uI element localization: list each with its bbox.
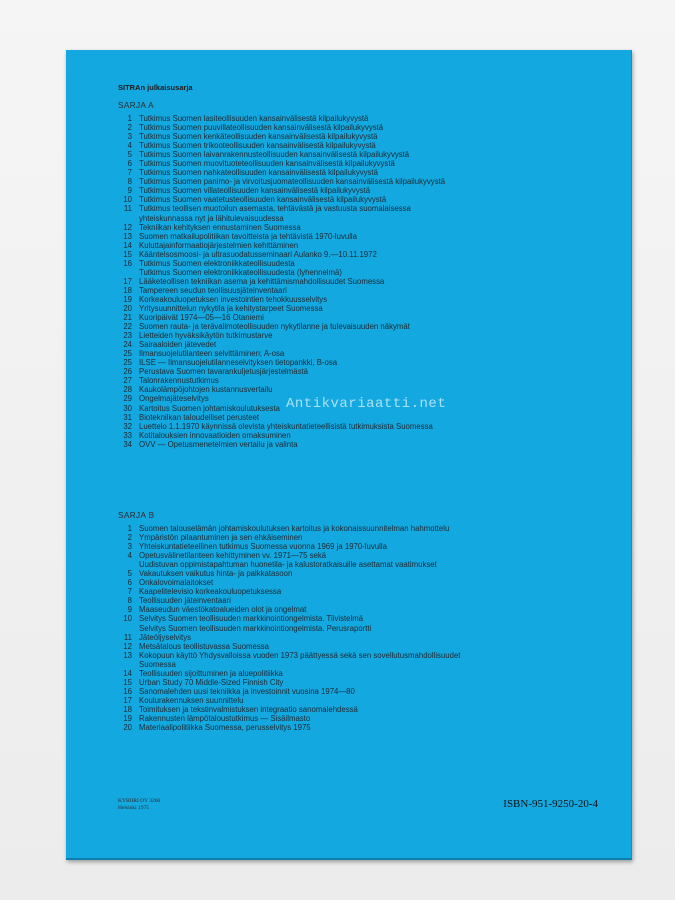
list-item xyxy=(118,159,618,168)
list-item xyxy=(118,204,618,213)
list-item xyxy=(118,705,618,714)
item-number: 20 xyxy=(123,303,132,313)
list-item xyxy=(118,651,618,660)
item-title: Uudistuvan oppimistapahtuman huonetila- ja kalustoratkaisuille asettamat vaatimukset xyxy=(139,560,437,570)
list-item xyxy=(118,605,618,614)
list-item xyxy=(118,422,618,431)
item-number: 3 xyxy=(127,132,132,142)
item-title: Tutkimus Suomen puuvillateollisuuden kansainvälisestä kilpailukyvystä xyxy=(139,123,384,133)
item-number: 18 xyxy=(123,704,132,714)
item-number: 13 xyxy=(123,231,132,241)
item-number: 2 xyxy=(127,533,132,543)
item-title: Onkalovoimalaitokset xyxy=(139,578,214,588)
item-title: Tutkimus Suomen vaatetusteollisuuden kansainvälisestä kilpailukyvystä xyxy=(139,195,387,205)
item-title: Lääketeollisen tekniikan asema ja kehittämismahdollisuudet Suomessa xyxy=(139,276,385,286)
print-place-year: Helsinki 1975 xyxy=(118,804,150,811)
item-title: Ilmansuojelutilanteen selvittäminen; A-osa xyxy=(139,349,285,359)
list-item xyxy=(118,232,618,241)
item-number: 21 xyxy=(123,313,132,323)
item-number: 10 xyxy=(123,614,132,624)
item-number: 19 xyxy=(123,294,132,304)
item-number: 7 xyxy=(127,587,132,597)
item-number: 1 xyxy=(127,524,132,533)
item-title: ILSE — Ilmansuojelutilanneselvityksen tietopankki, B-osa xyxy=(139,358,338,368)
list-item xyxy=(118,150,618,159)
item-number: 32 xyxy=(123,421,132,431)
series-b-list xyxy=(118,524,618,732)
item-title: Kaapelitelevisio korkeakouluopetuksessa xyxy=(139,587,282,597)
item-number: 26 xyxy=(123,367,132,377)
item-number: 24 xyxy=(123,340,132,350)
item-title: Metsätalous teollistuvassa Suomessa xyxy=(139,641,270,651)
item-title: Toimituksen ja tekstinvalmistuksen integraatio sanomalehdessä xyxy=(139,704,358,714)
item-title: Tutkimus Suomen elektroniikkateollisuudesta (lyhennelmä) xyxy=(139,267,342,277)
list-item xyxy=(118,177,618,186)
list-item xyxy=(118,678,618,687)
item-title: Selvitys Suomen teollisuuden markkinointiongelmista. Perusraportti xyxy=(139,623,372,633)
item-number: 28 xyxy=(123,385,132,395)
list-item xyxy=(118,331,618,340)
item-title: OVV — Opetusmenetelmien vertailu ja valinta xyxy=(139,439,298,449)
item-number: 34 xyxy=(123,439,132,449)
item-number: 4 xyxy=(127,551,132,561)
item-number: 30 xyxy=(123,403,132,413)
item-title: Kuluttajainformaatiojärjestelmien kehittäminen xyxy=(139,240,299,250)
item-title: Opetusvälinetilanteen kehittyminen vv. 1971—75 sekä xyxy=(139,551,327,561)
item-title: Teollisuuden sijoittuminen ja aluepolitiikka xyxy=(139,668,283,678)
list-item xyxy=(118,114,618,123)
item-number: 16 xyxy=(123,686,132,696)
item-title: Yhteiskuntatieteellinen tutkimus Suomessa vuonna 1969 ja 1970-luvulla xyxy=(139,542,387,552)
item-title: Ympäristön pilaantuminen ja sen ehkäiseminen xyxy=(139,533,303,543)
list-item xyxy=(118,696,618,705)
list-item xyxy=(118,259,618,268)
list-item xyxy=(118,633,618,642)
printer-name: KYRIIRI OY 3266 xyxy=(118,798,161,804)
list-item xyxy=(118,277,618,286)
list-item xyxy=(118,642,618,651)
list-item xyxy=(118,132,618,141)
item-title: Tutkimus Suomen lasiteollisuuden kansainvälisestä kilpailukyvystä xyxy=(139,114,369,123)
series-b-title: SARJA B xyxy=(118,511,155,520)
list-item xyxy=(118,542,618,551)
item-title: Kokopuun käyttö Yhdysvalloissa vuoden 1973 päättyessä sekä sen sovellutusmahdollisuudet xyxy=(139,650,461,660)
item-number: 8 xyxy=(127,177,132,187)
item-number: 6 xyxy=(127,578,132,588)
item-number: 33 xyxy=(123,430,132,440)
item-title: Talonrakennustutkimus xyxy=(139,376,219,386)
item-title: Tutkimus Suomen elektroniikkateollisuudesta xyxy=(139,258,295,268)
item-title: Sairaaloiden jätevedet xyxy=(139,340,217,350)
item-title: Tutkimus Suomen muovituoteteollisuuden kansainvälisestä kilpailukyvystä xyxy=(139,159,395,169)
item-title: Koulurakennuksen suunnittelu xyxy=(139,695,244,705)
item-title: Tutkimus teollisen muotoilun asemasta, tehtävästä ja vastuusta suomalaisessa xyxy=(139,204,411,214)
item-number: 15 xyxy=(123,677,132,687)
item-title: Kaukolämpöjohtojen kustannusvertailu xyxy=(139,385,273,395)
item-title: Perustava Suomen tavarankuljetusjärjestelmästä xyxy=(139,367,309,377)
item-number: 12 xyxy=(123,641,132,651)
list-item xyxy=(118,569,618,578)
item-number: 3 xyxy=(127,542,132,552)
item-number: 12 xyxy=(123,222,132,232)
item-title: Vakautuksen vaikutus hinta- ja palkkatasoon xyxy=(139,569,293,579)
item-title: Tutkimus Suomen panimo- ja virvoitusjuomateollisuuden kansainvälisestä kilpailukyvystä xyxy=(139,177,446,187)
list-item xyxy=(118,367,618,376)
list-item xyxy=(118,624,618,633)
item-number: 17 xyxy=(123,276,132,286)
item-number: 13 xyxy=(123,650,132,660)
list-item xyxy=(118,660,618,669)
item-title: Suomen rauta- ja terävalimoteollisuuden nykytilanne ja tulevaisuuden näkymät xyxy=(139,322,410,332)
list-item xyxy=(118,714,618,723)
item-number: 25 xyxy=(123,358,132,368)
item-title: Urban Study 70 Middle-Sized Finnish City xyxy=(139,677,284,687)
item-title: Bioteknilkan taloudelliset perusteet xyxy=(139,412,260,422)
item-title: Yritysuunnittelun nykytila ja kehitystarpeet Suomessa xyxy=(139,303,323,313)
list-item xyxy=(118,349,618,358)
item-title: Selvitys Suomen teollisuuden markkinointiongelmista. Tiivistelmä xyxy=(139,614,364,624)
item-number: 25 xyxy=(123,349,132,359)
item-title: yhteiskunnassa nyt ja lähitulevaisuudessa xyxy=(139,213,284,223)
item-title: Suomen matkailupolitiikan tavoitteista ja tehtävistä 1970-luvulla xyxy=(139,231,358,241)
cover-footer xyxy=(118,798,598,838)
item-number: 8 xyxy=(127,596,132,606)
item-number: 7 xyxy=(127,168,132,178)
item-title: Tutkimus Suomen kenkäteollisuuden kansainvälisestä kilpailukyvystä xyxy=(139,132,378,142)
list-item xyxy=(118,413,618,422)
list-item xyxy=(118,551,618,560)
item-number: 9 xyxy=(127,605,132,615)
item-number: 6 xyxy=(127,159,132,169)
list-item xyxy=(118,669,618,678)
item-title: Suomessa xyxy=(139,659,176,669)
item-number: 22 xyxy=(123,322,132,332)
list-item xyxy=(118,123,618,132)
list-item xyxy=(118,223,618,232)
item-title: Kotitalouksien innovaatioiden omaksuminen xyxy=(139,430,291,440)
list-item xyxy=(118,186,618,195)
series-b-section xyxy=(118,511,618,732)
list-item xyxy=(118,560,618,569)
item-title: Tekniikan kehityksen ennustaminen Suomessa xyxy=(139,222,301,232)
item-title: Suomen talouselämän johtamiskoulutuksen kartoitus ja kokonaissuunnitelman hahmottelu xyxy=(139,524,450,533)
list-item xyxy=(118,596,618,605)
item-title: Maaseudun väestökatoalueiden olot ja ongelmat xyxy=(139,605,307,615)
item-title: Materiaalipolitiikka Suomessa, perusselvitys 1975 xyxy=(139,723,311,733)
item-title: Ongelmajäteselvitys xyxy=(139,394,209,404)
list-item xyxy=(118,304,618,313)
series-a-title: SARJA A xyxy=(118,101,155,110)
list-item xyxy=(118,431,618,440)
item-number: 10 xyxy=(123,195,132,205)
item-number: 9 xyxy=(127,186,132,196)
item-title: Tampereen seudun teollisuusjäteinventaari xyxy=(139,285,287,295)
list-item xyxy=(118,141,618,150)
list-item xyxy=(118,168,618,177)
item-title: Kuoripäivät 1974—05—16 Otaniemi xyxy=(139,313,264,323)
list-item xyxy=(118,533,618,542)
item-number: 20 xyxy=(123,723,132,733)
item-title: Korkeakouluopetuksen investointien tehokkuusselvitys xyxy=(139,294,328,304)
item-number: 5 xyxy=(127,569,132,579)
item-title: Sanomalehden uusi tekniikka ja investoinnit vuosina 1974—80 xyxy=(139,686,355,696)
item-title: Rakennusten lämpötaloustutkimus — Sisäilmasto xyxy=(139,713,311,723)
item-title: Lietteiden hyväksikäytön tutkimustarve xyxy=(139,331,273,341)
list-item xyxy=(118,587,618,596)
item-number: 11 xyxy=(123,632,132,642)
list-item xyxy=(118,687,618,696)
list-item xyxy=(118,214,618,223)
item-number: 14 xyxy=(123,240,132,250)
list-item xyxy=(118,313,618,322)
item-number: 16 xyxy=(123,258,132,268)
item-title: Kartoitus Suomen johtamiskoulutuksesta xyxy=(139,403,280,413)
list-item xyxy=(118,268,618,277)
list-item xyxy=(118,614,618,623)
item-number: 19 xyxy=(123,713,132,723)
list-item xyxy=(118,250,618,259)
item-number: 5 xyxy=(127,150,132,160)
publication-series-heading: SITRAn julkaisusarja xyxy=(118,83,193,92)
list-item xyxy=(118,295,618,304)
item-number: 17 xyxy=(123,695,132,705)
item-title: Tutkimus Suomen nahkateollisuuden kansainvälisestä kilpailukyvystä xyxy=(139,168,378,178)
watermark-text: Antikvariaatti.net xyxy=(286,396,447,412)
item-title: Kääntelsosmoosi- ja ultrasuodatusseminaari Aulanko 9.—10.11.1972 xyxy=(139,249,377,259)
item-number: 14 xyxy=(123,668,132,678)
list-item xyxy=(118,286,618,295)
item-number: 4 xyxy=(127,141,132,151)
list-item xyxy=(118,578,618,587)
item-title: Tutkimus Suomen laivanrakennusteollisuuden kansainvälisestä kilpailukyvystä xyxy=(139,150,410,160)
item-number: 2 xyxy=(127,123,132,133)
item-title: Jäteöljyselvitys xyxy=(139,632,191,642)
list-item xyxy=(118,524,618,533)
list-item xyxy=(118,385,618,394)
list-item xyxy=(118,322,618,331)
list-item xyxy=(118,340,618,349)
item-title: Tutkimus Suomen villateollisuuden kansainvälisestä kilpailukyvystä xyxy=(139,186,371,196)
isbn-number: ISBN-951-9250-20-4 xyxy=(503,798,598,810)
item-number: 29 xyxy=(123,394,132,404)
item-number: 11 xyxy=(123,204,132,214)
item-number: 23 xyxy=(123,331,132,341)
item-title: Tutkimus Suomen trikooteollisuuden kansainvälisestä kilpailukyvystä xyxy=(139,141,376,151)
item-title: Luettelo 1.1.1970 käynnissä olevista yhteiskuntatieteellisistä tutkimuksista Suomessa xyxy=(139,421,433,431)
list-item xyxy=(118,195,618,204)
item-number: 18 xyxy=(123,285,132,295)
cover-text-area xyxy=(118,83,618,733)
list-item xyxy=(118,723,618,732)
list-item xyxy=(118,440,618,449)
list-item xyxy=(118,358,618,367)
list-item xyxy=(118,376,618,385)
item-number: 27 xyxy=(123,376,132,386)
item-title: Teollisuuden jäteinventaari xyxy=(139,596,231,606)
item-number: 31 xyxy=(123,412,132,422)
list-item xyxy=(118,241,618,250)
item-number: 15 xyxy=(123,249,132,259)
item-number: 1 xyxy=(127,114,132,123)
